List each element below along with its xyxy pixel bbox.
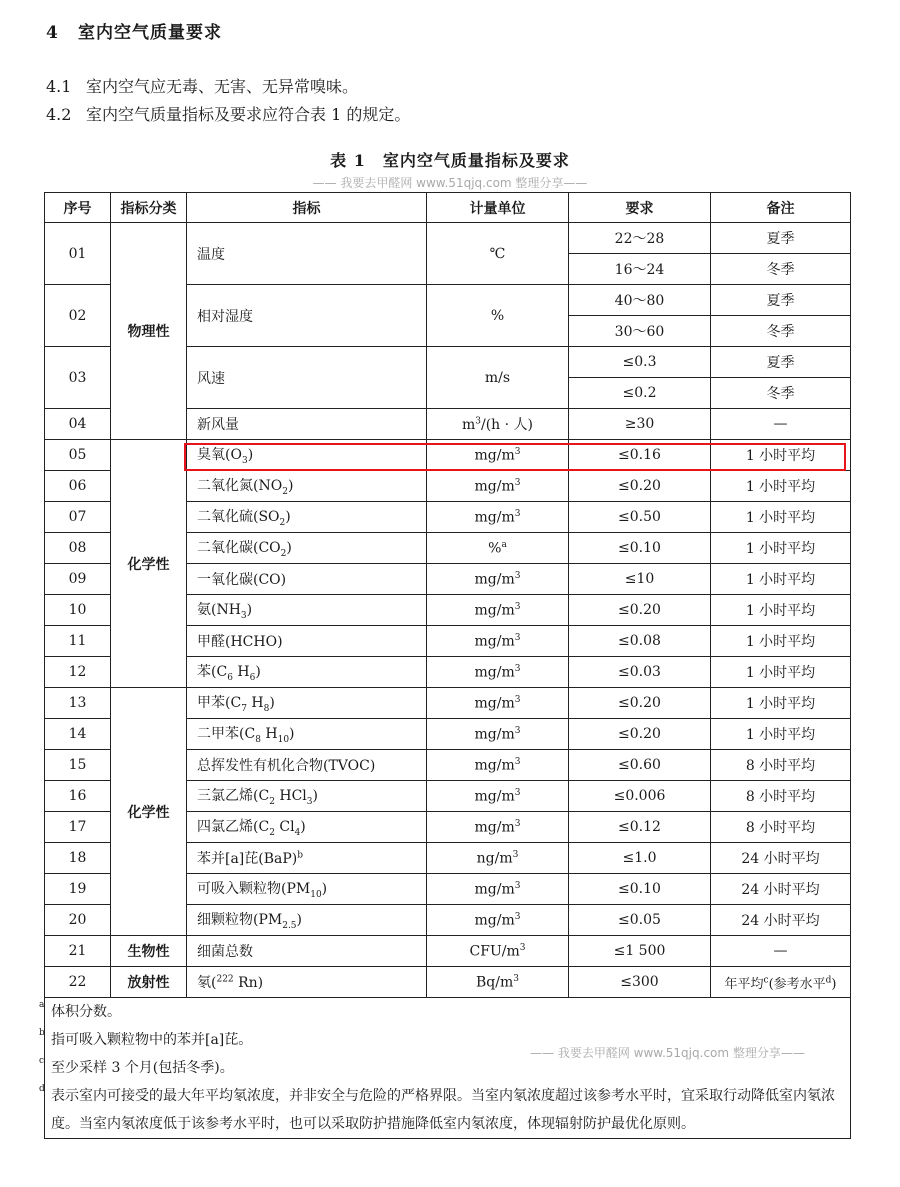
row-no: 10: [45, 595, 111, 626]
requirement: ≤0.10: [569, 874, 711, 905]
requirement: 16～24: [569, 254, 711, 285]
requirement: ≤300: [569, 967, 711, 998]
note: 24 小时平均: [711, 874, 851, 905]
unit: $m^3/(h$ · 人): [427, 409, 569, 440]
indicator-name: 苯($C_6$ $H_6$): [187, 657, 427, 688]
header-no: 序号: [45, 193, 111, 223]
row-no: 13: [45, 688, 111, 719]
row-no: 22: [45, 967, 111, 998]
table-row: [45, 936, 851, 967]
requirement: ≤0.006: [569, 781, 711, 812]
requirement: ≥30: [569, 409, 711, 440]
row-no: 11: [45, 626, 111, 657]
unit: $mg/m^3$: [427, 905, 569, 936]
note: 1 小时平均: [711, 533, 851, 564]
requirement: ≤0.60: [569, 750, 711, 781]
unit: $ng/m^3$: [427, 843, 569, 874]
row-no: 01: [45, 223, 111, 285]
note: 24 小时平均: [711, 843, 851, 874]
requirement: ≤1.0: [569, 843, 711, 874]
requirement: ≤0.16: [569, 440, 711, 471]
footnote: c 至少采样 3 个月(包括冬季)。: [39, 1056, 234, 1076]
unit: %$^a$: [427, 533, 569, 564]
row-no: 21: [45, 936, 111, 967]
table-row: [45, 223, 851, 254]
clause-4-1: [46, 74, 358, 97]
category-chemical: 化学性: [111, 440, 187, 688]
header-indicator: 指标: [187, 193, 427, 223]
indicator-name: 二甲苯($C_8$ $H_{10}$): [187, 719, 427, 750]
unit: $mg/m^3$: [427, 595, 569, 626]
note: 1 小时平均: [711, 502, 851, 533]
watermark-bottom: —— 我要去甲醛网 www.51qjq.com 整理分享——: [530, 1046, 805, 1060]
unit: $mg/m^3$: [427, 471, 569, 502]
indicator-name: 二氧化碳$(CO_2)$: [187, 533, 427, 564]
clause-number: 4.1: [46, 77, 72, 96]
note: 年平均$^c$(参考水平$^d$): [711, 967, 851, 998]
requirement: ≤0.20: [569, 719, 711, 750]
indicator-name: 甲苯($C_7$ $H_8$): [187, 688, 427, 719]
unit: $mg/m^3$: [427, 874, 569, 905]
row-no: 04: [45, 409, 111, 440]
section-number: 4: [46, 23, 59, 43]
row-no: 06: [45, 471, 111, 502]
indicator-name: 四氯乙烯($C_2$ $Cl_4$): [187, 812, 427, 843]
note: 1 小时平均: [711, 564, 851, 595]
indicator-name: 细菌总数: [187, 936, 427, 967]
note: 8 小时平均: [711, 781, 851, 812]
footnote: b 指可吸入颗粒物中的苯并[a]芘。: [39, 1028, 253, 1048]
unit: $Bq/m^3$: [427, 967, 569, 998]
unit: $mg/m^3$: [427, 564, 569, 595]
indicator-name: 二氧化氮$(NO_2)$: [187, 471, 427, 502]
row-no: 15: [45, 750, 111, 781]
table-row: [45, 967, 851, 998]
note: —: [711, 936, 851, 967]
requirement: ≤0.05: [569, 905, 711, 936]
requirement: 22～28: [569, 223, 711, 254]
requirement: ≤0.10: [569, 533, 711, 564]
note: 1 小时平均: [711, 440, 851, 471]
unit: $mg/m^3$: [427, 440, 569, 471]
category-biological: 生物性: [111, 936, 187, 967]
requirement: ≤10: [569, 564, 711, 595]
row-no: 19: [45, 874, 111, 905]
row-no: 12: [45, 657, 111, 688]
note: 夏季: [711, 223, 851, 254]
requirement: 40～80: [569, 285, 711, 316]
requirement: ≤0.20: [569, 595, 711, 626]
row-no: 14: [45, 719, 111, 750]
unit: $mg/m^3$: [427, 812, 569, 843]
indicator-name: 氨$(NH_3)$: [187, 595, 427, 626]
row-no: 09: [45, 564, 111, 595]
indicator-name: 三氯乙烯($C_2$ HCl$_3$): [187, 781, 427, 812]
unit: $mg/m^3$: [427, 688, 569, 719]
clause-text: 室内空气应无毒、无害、无异常嗅味。: [86, 77, 359, 96]
unit: m/s: [427, 347, 569, 409]
requirement: ≤0.3: [569, 347, 711, 378]
indicator-name: 新风量: [187, 409, 427, 440]
unit: ℃: [427, 223, 569, 285]
footnotes-row: [45, 998, 851, 1139]
indicator-name: 苯并[a]芘(BaP)$^b$: [187, 843, 427, 874]
header-note: 备注: [711, 193, 851, 223]
footnote: a 体积分数。: [39, 1000, 121, 1020]
indicator-name: 一氧化碳(CO): [187, 564, 427, 595]
unit: $mg/m^3$: [427, 781, 569, 812]
row-no: 07: [45, 502, 111, 533]
note: 冬季: [711, 378, 851, 409]
note: 24 小时平均: [711, 905, 851, 936]
unit: CFU/$m^3$: [427, 936, 569, 967]
table-header-row: [45, 193, 851, 223]
requirement: ≤0.20: [569, 471, 711, 502]
clause-number: 4.2: [46, 105, 72, 124]
indicator-name: 相对湿度: [187, 285, 427, 347]
table-title: 表 1 室内空气质量指标及要求: [330, 151, 570, 170]
requirement: ≤0.08: [569, 626, 711, 657]
footnotes-cell: [39, 998, 851, 1139]
note: 1 小时平均: [711, 471, 851, 502]
indicator-name: 二氧化硫$(SO_2)$: [187, 502, 427, 533]
air-quality-table: [39, 192, 851, 1139]
indicator-name: 细颗粒物$(PM_{2.5})$: [187, 905, 427, 936]
note: —: [711, 409, 851, 440]
indicator-name: 氡($^{222}$ Rn): [187, 967, 427, 998]
requirement: ≤0.20: [569, 688, 711, 719]
requirement: ≤0.03: [569, 657, 711, 688]
indicator-name: 可吸入颗粒物$(PM_{10})$: [187, 874, 427, 905]
note: 夏季: [711, 285, 851, 316]
note: 1 小时平均: [711, 688, 851, 719]
unit: $mg/m^3$: [427, 750, 569, 781]
indicator-name: 总挥发性有机化合物(TVOC): [187, 750, 427, 781]
requirement: ≤1 500: [569, 936, 711, 967]
clause-text: 室内空气质量指标及要求应符合表 1 的规定。: [86, 105, 411, 124]
note: 夏季: [711, 347, 851, 378]
row-no: 16: [45, 781, 111, 812]
unit: $mg/m^3$: [427, 502, 569, 533]
row-no: 18: [45, 843, 111, 874]
requirement: ≤0.50: [569, 502, 711, 533]
category-chemical-continued: 化学性: [111, 688, 187, 936]
note: 冬季: [711, 316, 851, 347]
row-no: 02: [45, 285, 111, 347]
header-requirement: 要求: [569, 193, 711, 223]
category-physical: 物理性: [111, 223, 187, 440]
watermark-top: —— 我要去甲醛网 www.51qjq.com 整理分享——: [312, 176, 588, 190]
row-no: 03: [45, 347, 111, 409]
footnote: d 表示室内可接受的最大年平均氡浓度，并非安全与危险的严格界限。当室内氡浓度超过该参考水平时，宜采取行动降低室内氡浓度。当室内氡浓度低于该参考水平时，也可以采取防护措施降低室内氡浓度，体现辐射防护最优化原则。: [39, 1084, 835, 1132]
category-radioactive: 放射性: [111, 967, 187, 998]
unit: %: [427, 285, 569, 347]
row-no: 17: [45, 812, 111, 843]
unit: $mg/m^3$: [427, 626, 569, 657]
note: 8 小时平均: [711, 812, 851, 843]
row-no: 08: [45, 533, 111, 564]
row-no: 20: [45, 905, 111, 936]
requirement: ≤0.2: [569, 378, 711, 409]
note: 冬季: [711, 254, 851, 285]
table-row: [45, 440, 851, 471]
note: 1 小时平均: [711, 595, 851, 626]
header-unit: 计量单位: [427, 193, 569, 223]
indicator-name: 甲醛(HCHO): [187, 626, 427, 657]
note: 8 小时平均: [711, 750, 851, 781]
row-no: 05: [45, 440, 111, 471]
header-category: 指标分类: [111, 193, 187, 223]
note: 1 小时平均: [711, 719, 851, 750]
clause-4-2: [46, 102, 410, 125]
section-heading: [46, 18, 222, 43]
unit: $mg/m^3$: [427, 719, 569, 750]
table-row: [45, 688, 851, 719]
section-title: 室内空气质量要求: [78, 23, 222, 43]
note: 1 小时平均: [711, 626, 851, 657]
indicator-name: 温度: [187, 223, 427, 285]
requirement: 30～60: [569, 316, 711, 347]
indicator-name: 风速: [187, 347, 427, 409]
unit: $mg/m^3$: [427, 657, 569, 688]
note: 1 小时平均: [711, 657, 851, 688]
indicator-name: 臭氧$(O_3)$: [187, 440, 427, 471]
requirement: ≤0.12: [569, 812, 711, 843]
